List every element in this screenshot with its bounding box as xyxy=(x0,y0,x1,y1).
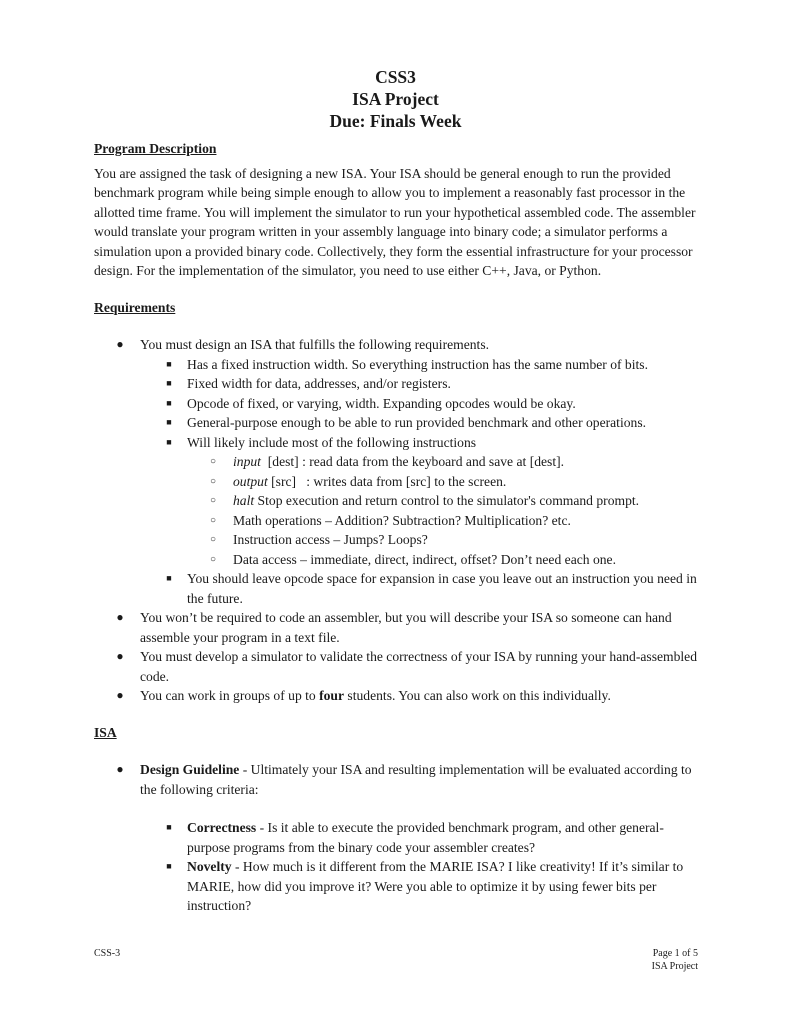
isa-heading: ISA xyxy=(94,724,117,740)
list-item: ■ Novelty - How much is it different from the MARIE ISA? I like creativity! If it’s similar to MARIE, how did you improve it? Were you able to optimize it by using fewer bits per instruction? xyxy=(94,857,704,916)
bullet-icon: ● xyxy=(116,337,124,351)
program-description-text: You are assigned the task of designing a new ISA. Your ISA should be general enough to run the provided benchmark program while being simple enough to allow you to implement a reasonably fast processor in the allotted time frame. You will implement the simulator to run your hypothetical assembled code. The assembler would translate your program written in your assembly language into binary code; a simulator performs a simulation upon a provided binary code. Collectively, they form the essential infrastructure for your processor design. For the implementation of the simulator, you need to use either C++, Java, or Python. xyxy=(94,165,696,278)
square-bullet-icon: ■ xyxy=(166,573,172,583)
document-title xyxy=(0,66,791,132)
list-item: ● You must design an ISA that fulfills the following requirements. xyxy=(94,335,704,355)
requirements-heading: Requirements xyxy=(94,299,176,315)
title-project: ISA Project xyxy=(352,89,439,109)
list-item: ○ Math operations – Addition? Subtraction? Multiplication? etc. xyxy=(94,511,704,531)
isa-list xyxy=(94,760,704,916)
list-item: ● You must develop a simulator to validate the correctness of your ISA by running your hand-assembled code. xyxy=(116,649,697,684)
list-item: ■ Correctness - Is it able to execute the provided benchmark program, and other general-purpose programs from the binary code your assembler creates? xyxy=(94,818,704,857)
circle-bullet-icon: ○ xyxy=(209,534,217,545)
bullet-icon: ● xyxy=(116,610,124,624)
list-item: ○ Instruction access – Jumps? Loops? xyxy=(94,530,704,550)
square-bullet-icon: ■ xyxy=(166,378,172,388)
footer-course: CSS-3 xyxy=(94,948,121,959)
footer-page-info xyxy=(560,947,698,973)
circle-bullet-icon: ○ xyxy=(209,495,217,506)
list-item: ● You can work in groups of up to four students. You can also work on this individually. xyxy=(94,686,704,706)
list-item: ○ input [dest] : read data from the keyboard and save at [dest]. xyxy=(94,452,704,472)
list-item: ■ Will likely include most of the following instructions xyxy=(94,433,704,453)
list-item: ■ Opcode of fixed, or varying, width. Expanding opcodes would be okay. xyxy=(94,394,704,414)
square-bullet-icon: ■ xyxy=(166,358,172,369)
footer-page-number: Page 1 of 5 xyxy=(652,948,698,959)
list-item: ■ General-purpose enough to be able to run provided benchmark and other operations. xyxy=(94,413,704,433)
bullet-icon: ● xyxy=(116,762,124,776)
title-course: CSS3 xyxy=(375,67,416,87)
bullet-icon: ● xyxy=(116,649,124,663)
program-description-heading: Program Description xyxy=(94,141,217,156)
square-bullet-icon: ■ xyxy=(166,436,172,447)
list-item: ○ halt Stop execution and return control to the simulator's command prompt. xyxy=(94,491,704,511)
circle-bullet-icon: ○ xyxy=(209,514,217,526)
requirements-list xyxy=(94,335,704,706)
circle-bullet-icon: ○ xyxy=(209,553,217,565)
footer-project-name: ISA Project xyxy=(651,961,698,972)
bullet-icon: ● xyxy=(116,688,124,702)
square-bullet-icon: ■ xyxy=(166,397,172,408)
circle-bullet-icon: ○ xyxy=(209,475,217,487)
title-due: Due: Finals Week xyxy=(329,111,462,131)
list-item: ■ Has a fixed instruction width. So everything instruction has the same number of bits. xyxy=(94,355,704,375)
list-item: ● You won’t be required to code an assembler, but you will describe your ISA so someone can hand assemble your program in a text file. xyxy=(116,610,672,645)
list-item: ● Design Guideline - Ultimately your ISA and resulting implementation will be evaluated according to the following criteria: xyxy=(116,762,692,797)
circle-bullet-icon: ○ xyxy=(209,456,217,467)
list-item: ○ Data access – immediate, direct, indirect, offset? Don’t need each one. xyxy=(94,550,704,570)
list-item: ■ Fixed width for data, addresses, and/or registers. xyxy=(94,374,704,394)
list-item: ■ You should leave opcode space for expansion in case you leave out an instruction you need in the future. xyxy=(94,569,704,608)
document-body xyxy=(94,139,704,916)
square-bullet-icon: ■ xyxy=(166,417,172,427)
square-bullet-icon: ■ xyxy=(166,822,172,832)
square-bullet-icon: ■ xyxy=(166,861,172,871)
list-item: ○ output [src] : writes data from [src] to the screen. xyxy=(94,472,704,492)
